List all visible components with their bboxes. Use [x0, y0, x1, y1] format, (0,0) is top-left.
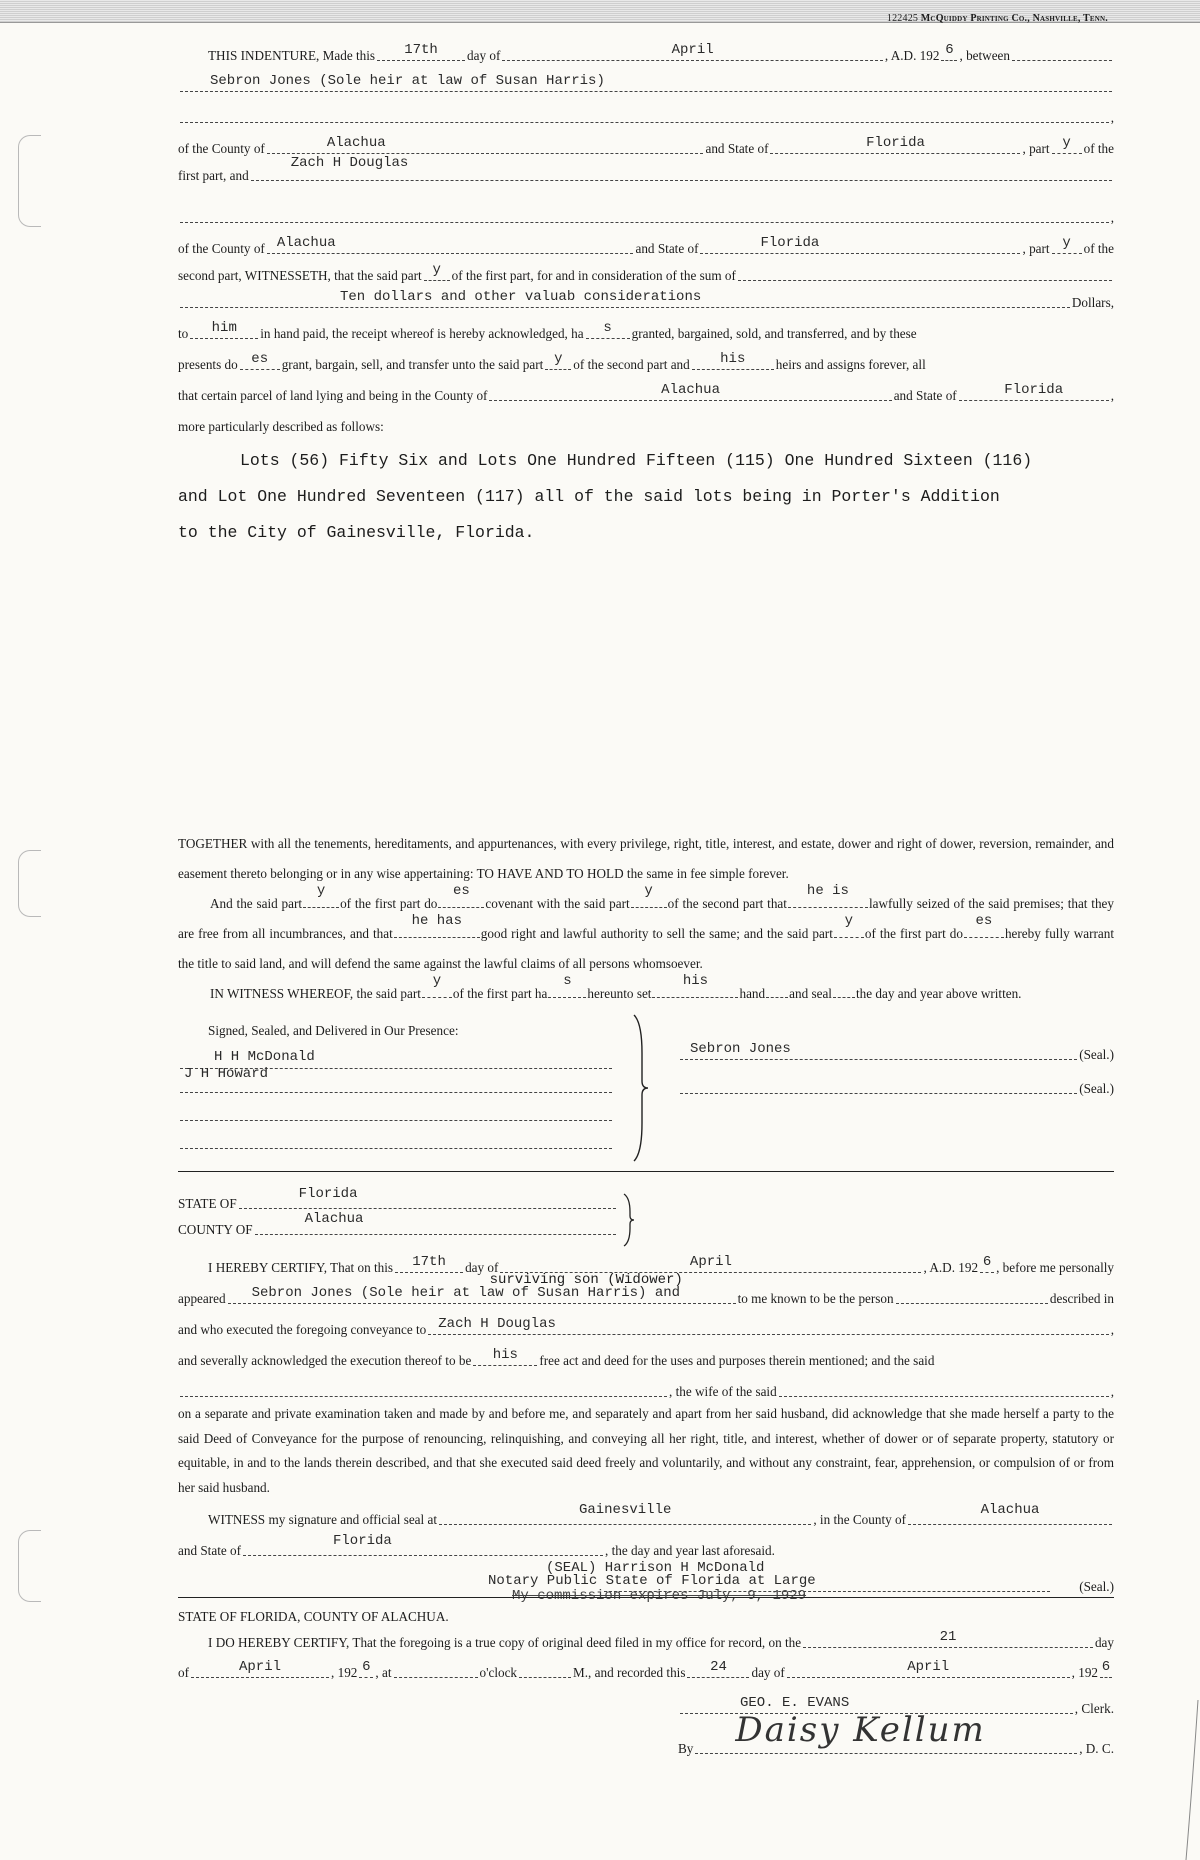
covenant-text-c: covenant with the said part — [485, 896, 630, 911]
witness-whereof-clause — [178, 973, 1114, 1009]
venue-block — [178, 1185, 1114, 1252]
seal-label-2: (Seal.) — [1079, 1080, 1114, 1096]
notary-divider — [178, 1597, 1114, 1598]
ack-county: Alachua — [304, 1210, 364, 1227]
separate-text-2: she made herself a party to the said Deed of Conveyance for the purpose of renouncing, relinquishing, and conveying all her right, title, and interest, — [178, 1406, 1114, 1446]
and-state-label: and State of — [705, 140, 769, 156]
covenant-text-b: of the first part do — [340, 896, 438, 911]
appeared-label: appeared — [178, 1290, 226, 1306]
indenture-day: 17th — [404, 41, 438, 58]
witness-text-f: the day and year — [855, 986, 943, 1001]
covenant-does-2: es — [975, 913, 993, 929]
recording-date-line — [178, 1658, 1114, 1681]
filed-year-label: , 192 — [331, 1664, 358, 1680]
executed-label: and who executed the foregoing conveyance to — [178, 1321, 427, 1337]
legal-description — [178, 443, 1114, 551]
recording-of-label: of — [178, 1664, 189, 1680]
ack-day-of-label: day of — [465, 1259, 499, 1275]
binder-hole-bottom — [18, 1530, 41, 1602]
appeared-insert: surviving son (Widower) — [489, 1271, 683, 1288]
printer-imprint — [887, 13, 1108, 24]
party-suffix-presents: y — [554, 350, 563, 367]
witness-text-g: above written. — [946, 986, 1022, 1001]
of-county-label-2: of the County of — [178, 240, 265, 256]
venue-brace — [622, 1192, 636, 1248]
grantor-county: Alachua — [326, 134, 386, 151]
deputy-line — [678, 1709, 1114, 1757]
consideration-sum: Ten dollars and other valuab considerations — [340, 288, 702, 305]
party-suffix-witnesseth: y — [432, 261, 441, 278]
parcel-label: that certain parcel of land lying and being in the County of — [178, 387, 488, 403]
filed-day: 21 — [939, 1628, 957, 1645]
notary-title: Notary Public State of Florida at Large — [488, 1573, 816, 1589]
executed-line: and who executed the foregoing conveyance to Zach H Douglas , — [178, 1315, 1114, 1337]
ack-county-label: COUNTY OF — [178, 1221, 253, 1237]
presents-line — [178, 350, 1114, 373]
dc-label: , D. C. — [1079, 1740, 1114, 1756]
filed-month: April — [238, 1658, 281, 1675]
notary-state: Florida — [333, 1532, 392, 1549]
witnesseth-line — [178, 261, 1114, 284]
described-label: more particularly described as follows: — [178, 418, 384, 434]
signature-area — [178, 1013, 1114, 1163]
binder-hole-top — [18, 135, 41, 227]
grantor-name: Sebron Jones (Sole heir at law of Susan Harris) — [210, 72, 605, 89]
witness-sig-line — [178, 1501, 1114, 1528]
notary-seal-name: (SEAL) Harrison H McDonald — [546, 1560, 765, 1576]
filed-year-digit: 6 — [362, 1658, 371, 1675]
covenant-he-is: he is — [806, 883, 849, 899]
binder-hole-middle — [18, 850, 41, 917]
of-the-label-2: of the — [1083, 240, 1114, 256]
wife-line: , the wife of the said , — [178, 1380, 1114, 1400]
separate-text-3: whether of dower or of separate property, statutory or equitable, in and to the lands therein described, and that she executed said deed freely and — [178, 1430, 1115, 1470]
party-suffix-first: y — [1062, 134, 1071, 151]
severally-label: and severally acknowledged the execution thereof to be — [178, 1352, 472, 1368]
covenant-text-e: lawfully seized of — [868, 896, 965, 911]
described-in-label: described in — [1049, 1290, 1114, 1306]
parcel-state: Florida — [1004, 381, 1064, 398]
grantee-line-2: , — [178, 206, 1114, 226]
together-text-2: dower, reversion, remainder, and easement thereto belonging or in any wise appertaining: TO HAVE AND TO HOLD the same in fee simple forever. — [178, 836, 1114, 881]
ack-month: April — [689, 1253, 732, 1270]
covenant-text-a: And the said part — [210, 896, 303, 911]
covenant-he-has: he has — [411, 913, 462, 929]
covenant-text-d: of the second part that — [667, 896, 787, 911]
witness-party-y: y — [432, 973, 442, 989]
form-number: 122425 — [886, 13, 919, 24]
day-of-label: day of — [467, 47, 501, 63]
indenture-year-digit: 6 — [945, 41, 954, 58]
printer-name: McQuiddy Printing Co., Nashville, Tenn. — [920, 13, 1108, 24]
witness-his: his — [682, 973, 709, 989]
recording-certify-label: I DO HEREBY CERTIFY, That the foregoing is a true copy of original deed filed in my office for record, on the — [208, 1634, 802, 1650]
witnesseth-label: second part, WITNESSETH, that the said part — [178, 267, 422, 283]
notary-seal-label: (Seal.) — [1079, 1579, 1114, 1594]
indenture-label: THIS INDENTURE, Made this — [208, 47, 376, 63]
covenant-text-k: whomsoever. — [632, 956, 703, 971]
free-act-label: free act and deed for the uses and purposes therein mentioned; and the said — [539, 1352, 935, 1368]
ack-state-label: STATE OF — [178, 1195, 237, 1211]
notary-block — [178, 1561, 1114, 1611]
grantee-state: Florida — [760, 234, 820, 251]
witness-place: Gainesville — [578, 1501, 672, 1518]
party-suffix-second: y — [1062, 234, 1071, 251]
first-part-and-label: first part, and — [178, 167, 249, 183]
day-year-label: , the day and year last aforesaid. — [605, 1542, 775, 1558]
to-whom: him — [211, 319, 237, 336]
recorded-year-label: , 192 — [1071, 1664, 1098, 1680]
recording-heading: STATE OF FLORIDA, COUNTY OF ALACHUA. — [178, 1608, 449, 1624]
witness-sig-label: WITNESS my signature and official seal at — [208, 1511, 438, 1527]
witness-two-name: J H Howard — [184, 1066, 269, 1082]
grantor-line — [178, 72, 1114, 95]
does-suffix: es — [251, 350, 269, 367]
by-label: By — [678, 1740, 694, 1756]
witness-county: Alachua — [980, 1501, 1040, 1518]
m-recorded-label: M., and recorded this — [573, 1664, 686, 1680]
and-state-label-2: and State of — [635, 240, 699, 256]
to-label: to — [178, 325, 189, 341]
grant-label: grant, bargain, sell, and transfer unto the said part — [281, 356, 544, 372]
has-suffix: s — [603, 319, 612, 336]
separate-text-4: voluntarily, and without any constraint, fear, apprehension, or compulsion of or from her said husband. — [178, 1455, 1115, 1495]
covenant-text-i: of the first part do — [864, 926, 963, 941]
signature-brace — [630, 1013, 650, 1163]
notary-commission: My commission expires July, 9, 1929 — [512, 1588, 807, 1604]
in-county-label: , in the County of — [813, 1511, 906, 1527]
severally-line — [178, 1346, 1114, 1369]
legal-description-line-1: Lots (56) Fifty Six and Lots One Hundred Fifteen (115) One Hundred Sixteen (116) — [240, 451, 1033, 470]
deputy-signature: Daisy Kellum — [735, 1709, 986, 1750]
of-county-label: of the County of — [178, 140, 265, 156]
appeared-name: Sebron Jones (Sole heir at law of Susan Harris) and — [251, 1284, 681, 1301]
recorded-year-digit: 6 — [1101, 1658, 1111, 1675]
grantor-signatures — [678, 1040, 1114, 1104]
grantor-state: Florida — [866, 134, 925, 151]
ad-label: , A.D. 192 — [884, 47, 940, 63]
at-label: , at — [375, 1664, 392, 1680]
clerk-name: GEO. E. EVANS — [740, 1694, 850, 1711]
parcel-county: Alachua — [661, 381, 720, 398]
legal-description-line-2: and Lot One Hundred Seventeen (117) all of the said lots being in Porter's Addition — [178, 487, 1000, 506]
grantor-signature: Sebron Jones — [690, 1040, 791, 1057]
covenant-party-y-2: y — [644, 883, 653, 899]
in-hand-line — [178, 319, 1114, 342]
witness-text-a: IN WITNESS WHEREOF, the said part — [210, 986, 421, 1001]
of-the-label: of the — [1083, 140, 1114, 156]
recorded-month: April — [907, 1658, 950, 1675]
sum-line — [178, 288, 1114, 311]
notary-signature-line — [604, 1591, 1050, 1592]
grantee-county: Alachua — [276, 234, 336, 251]
grantee-name: Zach H Douglas — [290, 154, 409, 171]
deed-form — [178, 41, 1115, 1768]
presents-label: presents do — [178, 356, 238, 372]
covenant-party-y-1: y — [316, 883, 326, 899]
witness-text-b: of the first part ha — [452, 986, 548, 1001]
clerk-label: , Clerk. — [1074, 1700, 1114, 1716]
indenture-line — [178, 41, 1114, 64]
covenant-clause — [178, 883, 1115, 979]
appeared-line — [178, 1271, 1114, 1307]
consideration-label: of the first part, for and in consideration of the sum of — [451, 267, 736, 283]
witness-text-c: hereunto set — [587, 986, 652, 1001]
first-part-line — [178, 154, 1114, 184]
granted-label: granted, bargained, sold, and transferred, and by these — [631, 325, 917, 341]
heirs-label: heirs and assigns forever, all — [775, 356, 926, 372]
indenture-month: April — [671, 41, 714, 58]
legal-description-line-3: to the City of Gainesville, Florida. — [178, 523, 535, 542]
covenant-text-h: part — [812, 926, 833, 941]
ack-day: 17th — [412, 1253, 446, 1270]
signed-sealed-label: Signed, Sealed, and Delivered in Our Presence: — [208, 1023, 459, 1038]
covenant-does: es — [453, 883, 470, 899]
separate-text-1: on a separate and private examination taken and made by and before me, and separately and apart from her said husband, did acknowledge that — [178, 1406, 946, 1421]
between-label: , between — [959, 47, 1010, 63]
dollars-label: Dollars, — [1071, 294, 1114, 310]
covenant-text-f: the said premises; that they are free from all incumbrances, and that — [178, 896, 1114, 941]
in-hand-label: in hand paid, the receipt whereof is hereby acknowledged, ha — [260, 325, 584, 341]
ack-year-digit: 6 — [982, 1253, 992, 1270]
witness-has-suffix: s — [563, 973, 572, 989]
ack-state: Florida — [298, 1185, 358, 1202]
witness-text-e: and seal — [789, 986, 832, 1001]
separate-examination-clause — [178, 1402, 1114, 1500]
grantor-line-2: , — [178, 106, 1114, 126]
recorded-day-of-label: day of — [751, 1664, 785, 1680]
recorded-day: 24 — [710, 1658, 727, 1675]
ack-certify-label: I HEREBY CERTIFY, That on this — [208, 1259, 394, 1275]
notary-and-state-label: and State of — [178, 1542, 241, 1558]
oclock-label: o'clock — [479, 1664, 518, 1680]
and-state-label-3: and State of — [893, 387, 957, 403]
section-divider — [178, 1171, 1114, 1172]
recording-day-label: day — [1094, 1634, 1114, 1650]
witness-signatures — [178, 1013, 614, 1159]
described-line — [178, 415, 1114, 435]
ack-ad-label: , A.D. 192 — [923, 1259, 979, 1275]
second-county-line — [178, 234, 1114, 257]
wife-label: , the wife of the said — [669, 1383, 777, 1399]
blank-space — [178, 551, 1114, 829]
together-text-1: TOGETHER with all the tenements, hereditaments, and appurtenances, with every privilege, right, title, interest, and estate, dower and right of — [178, 836, 937, 851]
recording-certify-line — [178, 1628, 1114, 1651]
ack-his: his — [492, 1346, 518, 1363]
party-label-2: , part — [1022, 240, 1050, 256]
witness-text-d: hand — [739, 986, 766, 1001]
covenant-text-g: good right and lawful authority to sell the same; and the said — [480, 926, 809, 941]
ack-before-label: , before me personally — [996, 1259, 1114, 1275]
party-label: , part — [1022, 140, 1050, 156]
page-curl — [1178, 1700, 1200, 1860]
his-heirs: his — [720, 350, 746, 367]
parcel-line: that certain parcel of land lying and being in the County of Alachua and State of Florida , — [178, 381, 1114, 403]
seal-label-1: (Seal.) — [1079, 1046, 1114, 1062]
known-label: to me known to be the person — [737, 1290, 894, 1306]
notary-state-line — [178, 1532, 1114, 1559]
covenant-party-y-3: y — [844, 913, 854, 929]
executed-to: Zach H Douglas — [438, 1315, 556, 1332]
second-part-and-label: of the second part and — [573, 356, 690, 372]
covenant-text-j: hereby fully warrant the title to said land, and will defend the same against the lawful claims of all persons — [178, 926, 1115, 971]
witness-one-name: H H McDonald — [214, 1049, 315, 1065]
